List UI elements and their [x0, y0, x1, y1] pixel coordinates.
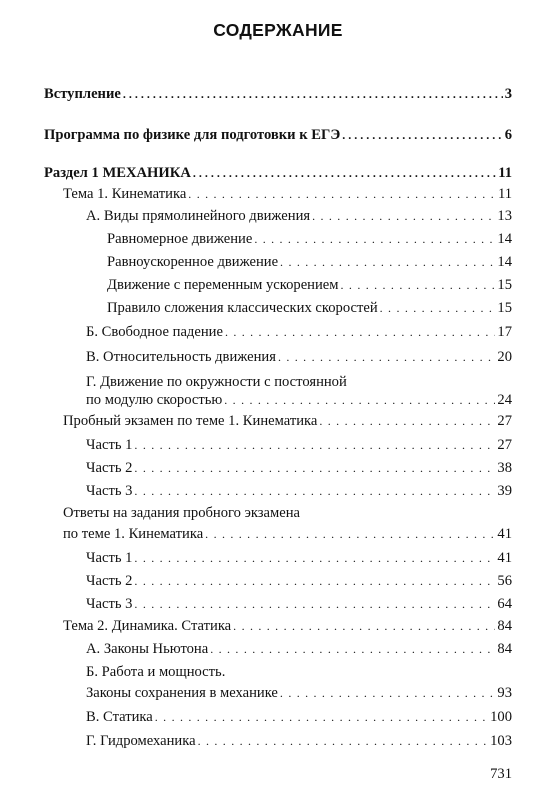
toc-entry-label: Г. Гидромеханика: [86, 733, 196, 749]
toc-entry: [86, 596, 512, 612]
toc-entry-label: Программа по физике для подготовки к ЕГЭ: [44, 127, 341, 143]
toc-entry-label: Движение с переменным ускорением: [107, 277, 339, 293]
dot-leader: [134, 596, 495, 612]
toc-entry-label: Часть 2: [86, 573, 133, 589]
toc-entry: [86, 324, 512, 340]
dot-leader: [254, 231, 495, 247]
toc-entry-label: Правило сложения классических скоростей: [107, 300, 378, 316]
toc-entry-label: Законы сохранения в механике: [86, 685, 278, 701]
dot-leader: [193, 165, 496, 181]
dot-leader: [210, 641, 495, 657]
dot-leader: [278, 349, 495, 365]
page-title: СОДЕРЖАНИЕ: [213, 20, 343, 40]
toc-entry-page: 14: [497, 231, 512, 247]
toc-entry: [107, 231, 512, 247]
toc-entry-label: Пробный экзамен по теме 1. Кинематика: [63, 413, 318, 429]
toc-entry-page: 84: [497, 641, 512, 657]
toc-entry: [63, 413, 512, 429]
dot-leader: [342, 127, 502, 143]
toc-entry: [86, 641, 512, 657]
toc-entry: [86, 550, 512, 566]
toc-entry-label: Часть 1: [86, 437, 133, 453]
toc-entry: [44, 86, 512, 102]
dot-leader: [198, 733, 489, 749]
dot-leader: [205, 526, 495, 542]
dot-leader: [134, 437, 495, 453]
dot-leader: [134, 573, 495, 589]
toc-entry-page: 24: [497, 392, 512, 408]
dot-leader: [188, 186, 496, 202]
toc-entry: [63, 526, 512, 542]
toc-entry-page: 17: [497, 324, 512, 340]
dot-leader: [341, 277, 496, 293]
dot-leader: [312, 208, 495, 224]
toc-entry: [86, 733, 512, 749]
dot-leader: [134, 483, 495, 499]
toc-entry-label-line1: Ответы на задания пробного экзамена: [63, 505, 300, 521]
dot-leader: [225, 324, 495, 340]
toc-entry: [63, 186, 512, 202]
toc-entry-page: 15: [497, 300, 512, 316]
dot-leader: [123, 86, 503, 102]
toc-entry: [86, 483, 512, 499]
toc-entry-page: 41: [497, 550, 512, 566]
toc-entry-page: 100: [490, 709, 512, 725]
dot-leader: [319, 413, 495, 429]
toc-entry-page: 41: [497, 526, 512, 542]
toc-entry-page: 3: [504, 86, 512, 102]
toc-entry-label: Б. Свободное падение: [86, 324, 223, 340]
toc-entry-label: Часть 3: [86, 596, 133, 612]
toc-entry-page: 93: [497, 685, 512, 701]
toc-entry-label: Часть 1: [86, 550, 133, 566]
toc-entry-label: Равноускоренное движение: [107, 254, 279, 270]
toc-entry-label: Тема 1. Кинематика: [63, 186, 187, 202]
toc-entry-label: Вступление: [44, 86, 121, 102]
toc-entry-page: 64: [497, 596, 512, 612]
toc-entry: [86, 685, 512, 701]
toc-entry-label: А. Виды прямолинейного движения: [86, 208, 311, 224]
dot-leader: [134, 460, 495, 476]
toc-entry-page: 38: [497, 460, 512, 476]
toc-entry-page: 27: [497, 437, 512, 453]
dot-leader: [280, 254, 495, 270]
toc-entry-label: А. Законы Ньютона: [86, 641, 209, 657]
toc-section-entry: [44, 165, 512, 181]
toc-entry-page: 56: [497, 573, 512, 589]
dot-leader: [134, 550, 495, 566]
toc-entry-page: 11: [498, 165, 512, 181]
toc-entry-label: Раздел 1 МЕХАНИКА: [44, 165, 191, 181]
toc-entry: [86, 392, 512, 408]
toc-entry: [63, 618, 512, 634]
page-number: 731: [490, 766, 512, 782]
toc-entry-label: Часть 3: [86, 483, 133, 499]
toc-entry-label-line1: Г. Движение по окружности с постоянной: [86, 374, 347, 390]
toc-entry-page: 84: [497, 618, 512, 634]
toc-entry-label: В. Статика: [86, 709, 153, 725]
toc-entry-label-line1: Б. Работа и мощность.: [86, 664, 226, 680]
toc-entry-page: 14: [497, 254, 512, 270]
toc-entry-page: 15: [497, 277, 512, 293]
toc-entry-page: 39: [497, 483, 512, 499]
toc-entry-page: 20: [497, 349, 512, 365]
toc-entry: [86, 709, 512, 725]
toc-entry: [107, 277, 512, 293]
toc-entry-label: Равномерное движение: [107, 231, 253, 247]
dot-leader: [280, 685, 495, 701]
toc-entry: [44, 127, 512, 143]
toc-entry: [107, 300, 512, 316]
toc-entry-page: 103: [490, 733, 512, 749]
toc-entry-label: по модулю скоростью: [86, 392, 223, 408]
toc-entry-page: 6: [504, 127, 512, 143]
toc-entry: [86, 573, 512, 589]
toc-entry: [86, 437, 512, 453]
toc-entry: [86, 460, 512, 476]
toc-entry-page: 13: [497, 208, 512, 224]
toc-entry: [107, 254, 512, 270]
dot-leader: [233, 618, 495, 634]
toc-entry-label: В. Относительность движения: [86, 349, 276, 365]
toc-entry-label: Тема 2. Динамика. Статика: [63, 618, 232, 634]
toc-entry-page: 27: [497, 413, 512, 429]
toc-entry-label: Часть 2: [86, 460, 133, 476]
dot-leader: [155, 709, 488, 725]
toc-entry: [86, 349, 512, 365]
toc-entry-label: по теме 1. Кинематика: [63, 526, 204, 542]
dot-leader: [224, 392, 495, 408]
dot-leader: [380, 300, 496, 316]
toc-entry: [86, 208, 512, 224]
toc-entry-page: 11: [497, 186, 512, 202]
